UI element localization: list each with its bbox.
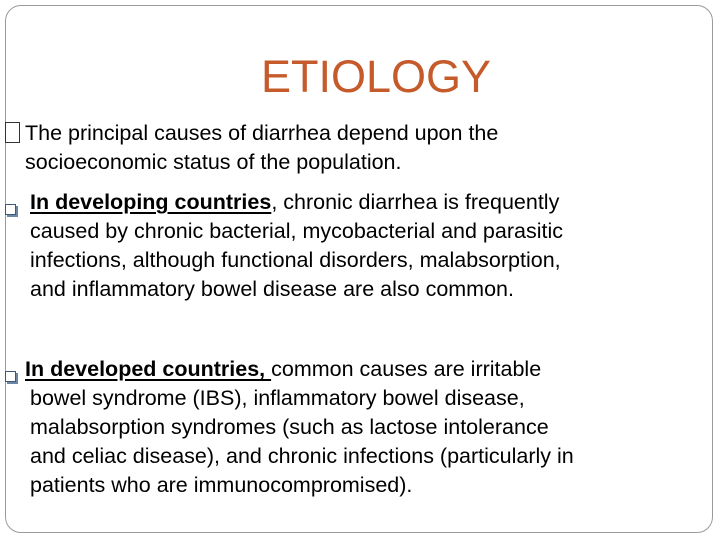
bullet-line: infections, although functional disorders, malabsorption, [30, 248, 561, 272]
hollow-square-bullet-icon [5, 362, 25, 391]
hollow-square-bullet-icon [5, 195, 25, 224]
bullet-line: socioeconomic status of the population. [25, 150, 402, 174]
bullet-developed-countries [5, 355, 574, 500]
slide-title: ETIOLOGY [260, 51, 492, 102]
bullet-line: bowel syndrome (IBS), inflammatory bowel disease, [30, 386, 525, 410]
bullet-line: and inflammatory bowel disease are also common. [30, 277, 514, 301]
bullet-line: and celiac disease), and chronic infections (particularly in [30, 444, 574, 468]
bullet-principal-causes [5, 119, 498, 177]
bullet-developing-countries [5, 188, 563, 304]
bullet-first-line [5, 188, 563, 217]
emphasis-developed-countries: In developed countries, [25, 357, 272, 381]
bullet-first-line [5, 355, 574, 384]
missing-glyph-box-icon [5, 119, 25, 148]
bullet-line: common causes are irritable [271, 357, 542, 381]
bullet-line: caused by chronic bacterial, mycobacterial and parasitic [30, 219, 563, 243]
emphasis-developing-countries: In developing countries [30, 190, 272, 214]
bullet-line: The principal causes of diarrhea depend upon the [25, 121, 499, 145]
bullet-line: patients who are immunocompromised). [30, 473, 413, 497]
bullet-line: , chronic diarrhea is frequently [271, 190, 560, 214]
bullet-line: malabsorption syndromes (such as lactose intolerance [30, 415, 549, 439]
